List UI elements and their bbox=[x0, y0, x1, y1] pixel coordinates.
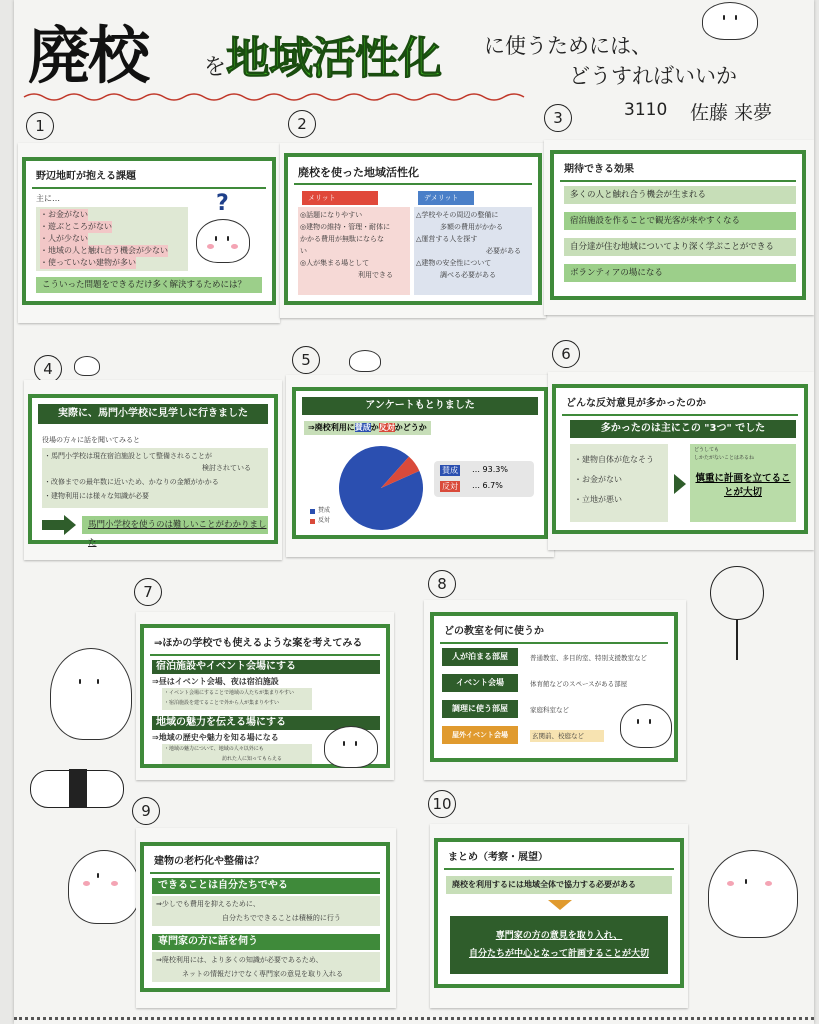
s7-h2-sub bbox=[162, 744, 312, 764]
paper-2 bbox=[280, 143, 546, 318]
ghost-doodle-s8 bbox=[620, 704, 672, 748]
ghost-doodle-s1 bbox=[196, 219, 250, 263]
s5-oppose-label: 反対 bbox=[442, 482, 458, 491]
ghost-doodle-s7 bbox=[324, 726, 378, 768]
student-number: 3110 bbox=[624, 100, 668, 120]
s10-line1: 廃校を利用するには地域全体で協力する必要がある bbox=[446, 876, 672, 894]
s6-answer-small1: どうしても bbox=[694, 447, 720, 453]
title-chiiki: 地域活性化 bbox=[226, 33, 441, 84]
ghost-doodle-s4 bbox=[74, 356, 100, 376]
s10-final1: 専門家の方の意見を取り入れ、 bbox=[495, 931, 623, 941]
title-rest-2: どうすればいいか bbox=[569, 64, 737, 88]
slide-6-title: どんな反対意見が多かったのか bbox=[562, 394, 798, 416]
s4-box bbox=[42, 448, 268, 508]
merit-1: ◎話題になりやすい bbox=[300, 211, 363, 219]
legend-agree-label: 賛成 bbox=[318, 507, 331, 514]
slide-7-title: ⇒ほかの学校でも使えるような案を考えてみる bbox=[150, 634, 380, 656]
slide-1-title: 野辺地町が抱える課題 bbox=[32, 167, 266, 189]
s6-answer-box bbox=[690, 444, 796, 522]
demerit-3: △運営する人を探す bbox=[416, 235, 478, 243]
ghost-doodle-s5 bbox=[349, 350, 381, 372]
s9-h2-line2: ネットの情報だけでなく専門家の意見を取り入れる bbox=[182, 970, 343, 978]
s4-line-3: 検討されている bbox=[202, 464, 251, 472]
slide-7 bbox=[140, 624, 390, 768]
slide-8-title: どの教室を何に使うか bbox=[440, 622, 668, 644]
s10-final2: 自分たちが中心となって計画することが大切 bbox=[468, 949, 649, 959]
slide-1-lead: 主に… bbox=[36, 194, 60, 203]
merit-box bbox=[298, 207, 410, 295]
s7-h2-sub2: 訪れた人に知ってもらえる bbox=[222, 756, 283, 762]
s7-h1-sub1: ・イベント会場にすることで地域の人たちが集まりやすい bbox=[164, 690, 295, 696]
slide-5-title: アンケートもとりました bbox=[302, 397, 538, 415]
slide-1-item-2: ・遊ぶところがない bbox=[40, 222, 112, 231]
demerit-box bbox=[414, 207, 532, 295]
effect-4: ボランティアの場になる bbox=[564, 264, 796, 282]
merit-2: ◎建物の維持・管理・耐体に bbox=[300, 223, 391, 231]
slide-4-title: 実際に、馬門小学校に見学しに行きました bbox=[38, 404, 268, 424]
paper-5 bbox=[286, 375, 554, 557]
effect-2: 宿泊施設を作ることで観光客が来やすくなる bbox=[564, 212, 796, 230]
effect-3: 自分達が住む地域についてより深く学ぶことができる bbox=[564, 238, 796, 256]
ghost-doodle-top bbox=[702, 2, 758, 40]
s7-h2-line: ⇒地域の歴史や魅力を知る場になる bbox=[152, 733, 279, 742]
slide-2-title: 廃校を使った地域活性化 bbox=[294, 163, 532, 185]
slide-6 bbox=[552, 384, 808, 534]
s6-answer: 慎重に計画を立てることが大切 bbox=[695, 473, 791, 498]
s9-h2: 専門家の方に話を伺う bbox=[152, 934, 380, 950]
slide-number-2: 2 bbox=[288, 110, 316, 138]
s4-arrow-icon bbox=[42, 520, 64, 530]
s8-row1-label: 人が泊まる部屋 bbox=[442, 648, 518, 666]
s5-question bbox=[304, 421, 431, 435]
s9-h1-line2: 自分たちでできることは積極的に行う bbox=[222, 914, 341, 922]
s10-final-box bbox=[450, 916, 668, 974]
slide-6-subtitle: 多かったのは主にこの "3つ" でした bbox=[570, 420, 796, 438]
slide-number-4: 4 bbox=[34, 355, 62, 383]
bottom-dotted-edge bbox=[14, 1017, 814, 1020]
title-particle: を bbox=[204, 55, 227, 80]
paper-10 bbox=[430, 824, 688, 1008]
s6-reasons-box bbox=[570, 444, 668, 522]
merit-6: 利用できる bbox=[358, 271, 393, 279]
s9-h1-box bbox=[152, 896, 380, 926]
s7-h1-line: ⇒昼はイベント会場、夜は宿泊施設 bbox=[152, 677, 279, 686]
s6-item-2: ・お金がない bbox=[574, 475, 622, 484]
effect-1: 多くの人と触れ合う機会が生まれる bbox=[564, 186, 796, 204]
slide-1-item-4: ・地域の人と触れ合う機会が少ない bbox=[40, 246, 168, 255]
question-mark: ? bbox=[216, 191, 229, 216]
demerit-5: △建物の安全性について bbox=[416, 259, 492, 267]
ghost-doodle-left bbox=[50, 648, 132, 740]
s9-h1: できることは自分たちでやる bbox=[152, 878, 380, 894]
slide-1-footer: こういった問題をできるだけ多く解決するためには？ bbox=[36, 277, 262, 293]
s6-answer-small2: しかたがないことはあるね bbox=[694, 455, 755, 461]
s8-row3-label: 調理に使う部屋 bbox=[442, 700, 518, 718]
s8-row4-label: 屋外イベント会場 bbox=[442, 726, 518, 744]
s4-line-2: ・馬門小学校は現在宿泊施設として整備されることが bbox=[44, 452, 212, 460]
slide-8 bbox=[430, 612, 678, 762]
s5-q-oppose: 反対 bbox=[378, 423, 395, 432]
legend-oppose-label: 反対 bbox=[318, 517, 331, 524]
s5-q-prefix: ⇒廃校利用に bbox=[308, 423, 355, 432]
paper-4 bbox=[24, 380, 282, 560]
slide-number-10: 10 bbox=[428, 790, 456, 818]
s9-h2-box bbox=[152, 952, 380, 982]
paper-9 bbox=[136, 828, 396, 1008]
slide-2 bbox=[284, 153, 542, 305]
title-rest-1: に使うためには、 bbox=[484, 34, 652, 58]
paper-1 bbox=[18, 143, 280, 323]
slide-1-item-3: ・人が少ない bbox=[40, 234, 88, 243]
s7-h2-sub1: ・地域の魅力について、地域の人々以外にも bbox=[164, 746, 264, 752]
slide-10-title: まとめ（考察・展望） bbox=[444, 848, 674, 870]
demerit-6: 調べる必要がある bbox=[440, 271, 496, 279]
paper-8 bbox=[424, 600, 686, 780]
s7-h1-sub2: ・宿泊施設を建てることで外から人が集まりやすい bbox=[164, 700, 280, 706]
merit-5: ◎人が集まる場として bbox=[300, 259, 370, 267]
stick-figure-head bbox=[710, 566, 764, 620]
s9-h1-line1: ⇒少しでも費用を抑えるために、 bbox=[156, 900, 260, 908]
merit-4: い bbox=[300, 247, 307, 255]
s4-arrow-head bbox=[64, 515, 76, 535]
demerit-label: デメリット bbox=[418, 191, 474, 205]
slide-5 bbox=[292, 387, 548, 539]
s5-agree-label: 賛成 bbox=[442, 466, 458, 475]
title-haikou: 廃校 bbox=[28, 19, 149, 92]
paper-3 bbox=[544, 140, 814, 315]
stick-figure-body bbox=[736, 620, 738, 660]
demerit-1: △学校やその周辺の整備に bbox=[416, 211, 499, 219]
s4-line-4: ・改修までの最年数に近いため、かなりの金額がかかる bbox=[44, 478, 219, 486]
merit-3: かかる費用が無駄にならな bbox=[300, 235, 384, 243]
slide-number-8: 8 bbox=[428, 570, 456, 598]
s5-oppose-value: … 6.7% bbox=[472, 481, 503, 490]
s4-line-5: ・建物利用には様々な知識が必要 bbox=[44, 492, 149, 500]
s7-h1-sub bbox=[162, 688, 312, 710]
poster bbox=[14, 0, 814, 1024]
paper-6 bbox=[548, 372, 814, 550]
slide-1-item-1: ・お金がない bbox=[40, 210, 88, 219]
s5-q-mid: か bbox=[370, 423, 379, 432]
sushi-band bbox=[69, 769, 87, 807]
demerit-2: 多額の費用がかかる bbox=[440, 223, 503, 231]
slide-3 bbox=[550, 150, 806, 300]
slide-number-1: 1 bbox=[26, 112, 54, 140]
s8-row2-label: イベント会場 bbox=[442, 674, 518, 692]
ghost-doodle-right bbox=[708, 850, 798, 938]
slide-1-item-5: ・使っていない建物が多い bbox=[40, 258, 136, 267]
slide-9-title: 建物の老朽化や整備は？ bbox=[150, 852, 380, 874]
sushi-doodle bbox=[30, 770, 124, 808]
paper-7 bbox=[136, 612, 394, 780]
s6-item-1: ・建物自体が危なそう bbox=[574, 455, 654, 464]
s5-result-box bbox=[434, 461, 534, 497]
s10-down-arrow-icon bbox=[548, 900, 572, 910]
demerit-4: 必要がある bbox=[486, 247, 521, 255]
s7-h1: 宿泊施設やイベント会場にする bbox=[152, 660, 380, 674]
s7-h2: 地域の魅力を伝える場にする bbox=[152, 716, 380, 730]
survey-pie-chart bbox=[336, 443, 426, 533]
s8-row3-desc: 家庭科室など bbox=[530, 706, 569, 714]
s4-line-1: 役場の方々に話を聞いてみると bbox=[42, 436, 140, 444]
s5-q-agree: 賛成 bbox=[354, 423, 371, 432]
s8-row4-desc: 玄関前、校庭など bbox=[530, 730, 604, 742]
legend-agree-swatch bbox=[310, 509, 315, 514]
slide-10 bbox=[434, 838, 684, 988]
s5-q-suffix: かどうか bbox=[394, 423, 427, 432]
slide-1-list-box bbox=[36, 207, 188, 271]
s6-arrow-icon bbox=[674, 474, 686, 494]
slide-3-title: 期待できる効果 bbox=[560, 160, 796, 182]
merit-label: メリット bbox=[302, 191, 378, 205]
slide-number-5: 5 bbox=[292, 346, 320, 374]
legend-oppose-swatch bbox=[310, 519, 315, 524]
s6-item-3: ・立地が悪い bbox=[574, 495, 622, 504]
slide-4 bbox=[28, 394, 278, 548]
s5-agree-value: … 93.3% bbox=[472, 465, 508, 474]
s8-row1-desc: 普通教室、多目的室、特別支援教室など bbox=[530, 654, 647, 662]
wavy-underline bbox=[22, 90, 542, 104]
slide-number-6: 6 bbox=[552, 340, 580, 368]
slide-number-9: 9 bbox=[132, 797, 160, 825]
s4-conclusion: 馬門小学校を使うのは難しいことがわかりました bbox=[82, 516, 268, 534]
slide-number-3: 3 bbox=[544, 104, 572, 132]
slide-1 bbox=[22, 157, 276, 305]
s9-h2-line1: ⇒廃校利用には、より多くの知識が必要であるため、 bbox=[156, 956, 323, 964]
student-name: 佐藤 来夢 bbox=[690, 102, 773, 124]
ghost-doodle-left-2 bbox=[68, 850, 140, 924]
slide-9 bbox=[140, 842, 390, 992]
slide-number-7: 7 bbox=[134, 578, 162, 606]
s8-row2-desc: 体育館などのスペースがある部屋 bbox=[530, 680, 628, 688]
